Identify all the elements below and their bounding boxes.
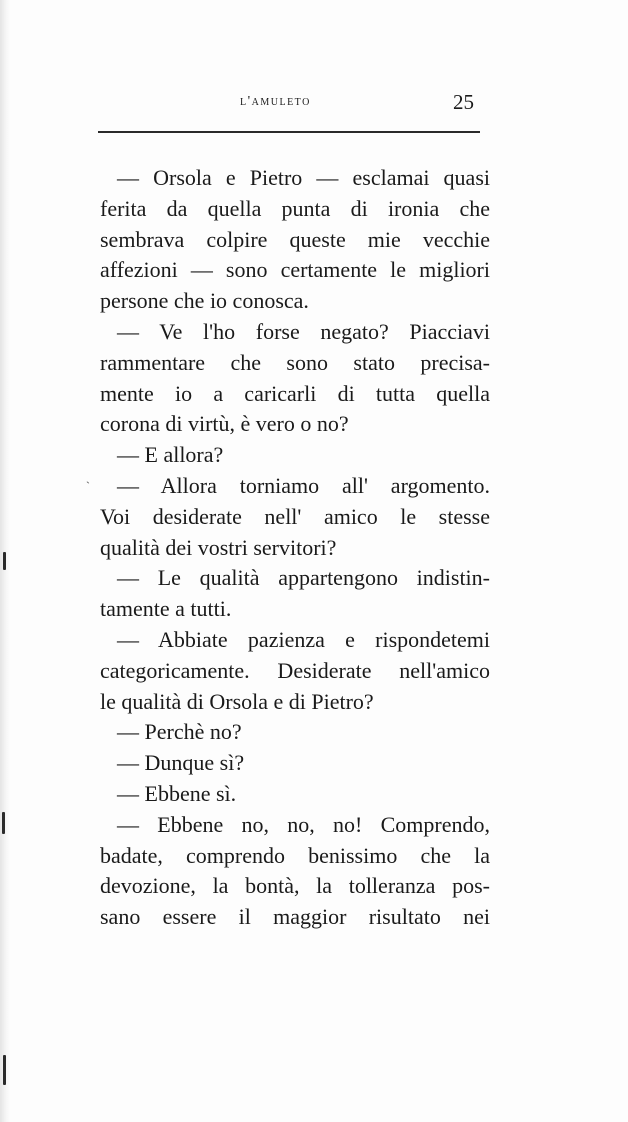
body-text (100, 163, 490, 933)
text-line: — E allora? (117, 442, 224, 468)
text-line: — Perchè no? (117, 719, 242, 745)
text-line: sano essere il maggior risultato nei (100, 904, 490, 930)
text-line: mente io a caricarli di tutta quella (100, 380, 490, 406)
stray-ink-mark: ` (86, 479, 90, 493)
text-line: affezioni — sono certamente le migliori (100, 257, 490, 283)
text-line: — Le qualità appartengono indistin- (117, 565, 490, 591)
text-line: Voi desiderate nell' amico le stesse (100, 503, 490, 529)
text-line: tamente a tutti. (100, 596, 232, 622)
text-line: — Ve l'ho forse negato? Piacciavi (117, 318, 490, 344)
text-line: qualità dei vostri servitori? (100, 534, 337, 560)
text-line: — Orsola e Pietro — esclamai quasi (117, 165, 490, 190)
text-line: ferita da quella punta di ironia che (100, 195, 490, 221)
text-line: badate, comprendo benissimo che la (100, 842, 490, 868)
text-line: categoricamente. Desiderate nell'amico (100, 657, 490, 683)
running-title: l'amuleto (240, 94, 311, 109)
text-line: — Allora torniamo all' argomento. (117, 472, 490, 498)
text-line: devozione, la bontà, la tolleranza pos- (100, 873, 490, 899)
header-rule (98, 131, 480, 133)
text-line: — Ebbene sì. (117, 780, 237, 806)
text-line: — Dunque sì? (117, 750, 245, 776)
text-line: — Abbiate pazienza e rispondetemi (117, 626, 490, 652)
page-number: 25 (453, 90, 474, 114)
margin-mark-upper (3, 552, 6, 570)
text-line: — Ebbene no, no, no! Comprendo, (117, 811, 490, 837)
text-line: sembrava colpire queste mie vecchie (100, 226, 490, 252)
text-line: corona di virtù, è vero o no? (100, 411, 349, 437)
margin-mark-lower (3, 1055, 6, 1085)
text-line: persone che io conosca. (100, 288, 309, 314)
text-line: le qualità di Orsola e di Pietro? (100, 688, 374, 714)
text-line: rammentare che sono stato precisa- (100, 349, 490, 375)
margin-mark-middle (2, 812, 5, 834)
page-header (98, 90, 480, 120)
